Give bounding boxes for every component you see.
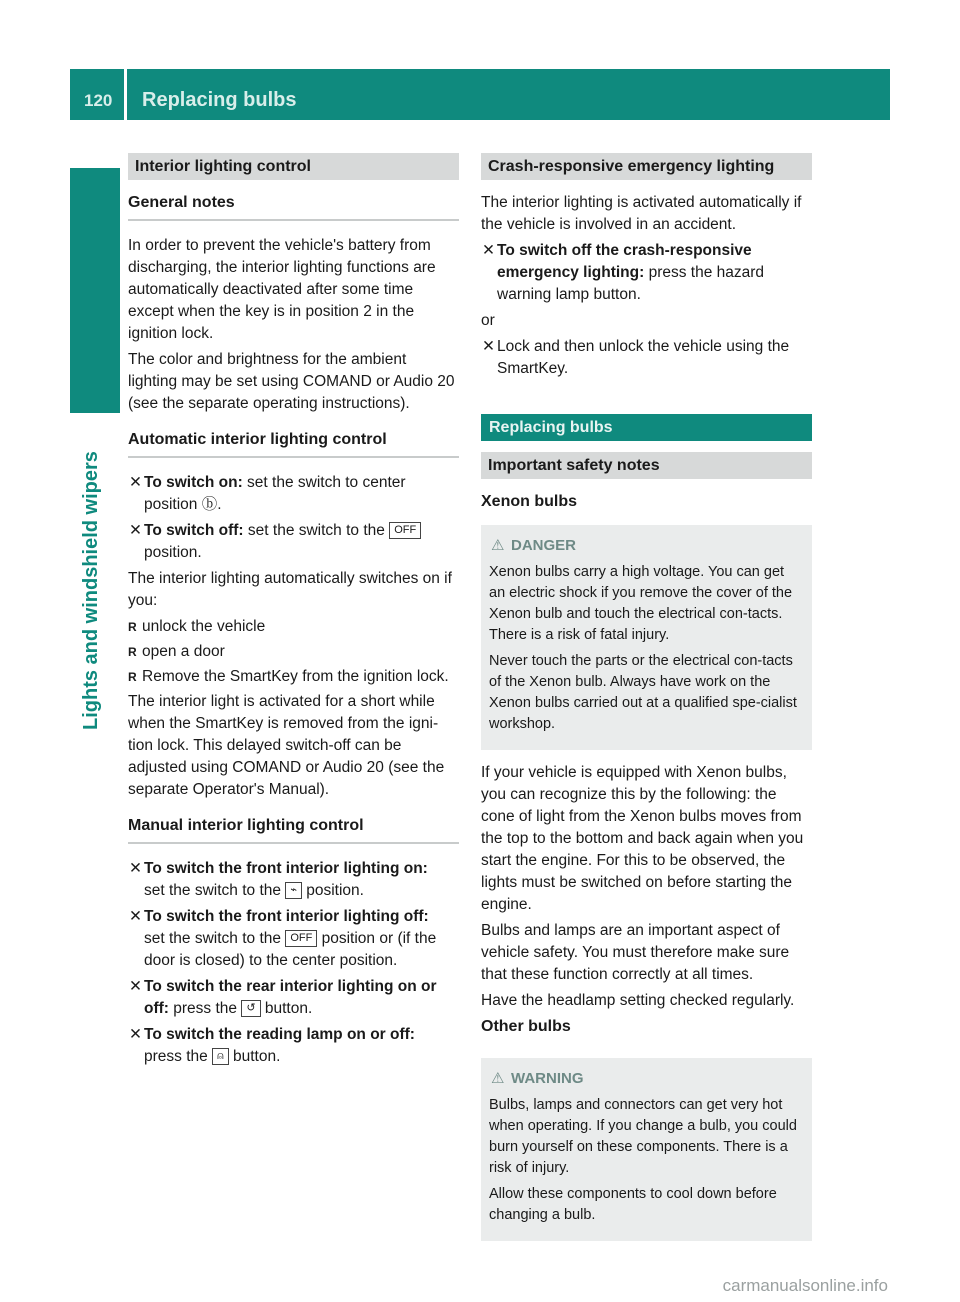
step-switch-off: ✕ To switch off: set the switch to the OFF position. [128,520,459,564]
step-crash-off: ✕ To switch off the crash-responsive emergency lighting: press the hazard warning lamp button. [482,242,765,303]
heading-general-notes: General notes [128,192,459,221]
step-rear-light: ✕ To switch the rear interior lighting on or off: press the ↺ button. [129,978,437,1017]
danger-title: ⚠ DANGER [491,537,577,554]
paragraph: Have the headlamp setting checked regularly. [481,992,795,1009]
paragraph: The interior lighting automatically switches on if you: [128,570,452,609]
step-marker-icon: ✕ [482,338,495,355]
notice-paragraph: Bulbs, lamps and connectors can get very hot when operating. If you change a bulb, you could burn yourself on these components. There is a risk of injury. [489,1097,797,1176]
notice-paragraph: Never touch the parts or the electrical con-tacts of the Xenon bulb. Always have work on the Xenon bulbs carried out at a qualified spe-cialist workshop. [489,653,797,732]
reading-lamp-icon: ⍝ [212,1048,229,1065]
list-item: R Remove the SmartKey from the ignition lock. [128,666,459,688]
right-column [481,153,812,1253]
step-lock-unlock: ✕ Lock and then unlock the vehicle using the SmartKey. [482,338,790,377]
step-front-on: ✕ To switch the front interior lighting on: set the switch to the ⌁ position. [129,860,428,899]
paragraph-or: or [481,312,495,329]
watermark: carmanualsonline.info [722,1276,888,1295]
warning-notice [481,1058,812,1241]
off-switch-icon: OFF [389,522,421,539]
heading-manual-control: Manual interior lighting control [128,815,459,844]
paragraph: Bulbs and lamps are an important aspect of vehicle safety. You must therefore make sure that these function correctly at all times. [481,922,790,983]
page-title: Replacing bulbs [142,89,297,111]
chapter-label: Lights and windshield wipers [80,451,102,730]
page-number: 120 [84,91,113,110]
left-column [128,153,459,1072]
paragraph: In order to prevent the vehicle's battery from discharging, the interior lighting functions are automatically deactivated after some time except when the key is in position 2 in the ignition lock. [128,237,436,342]
bullet-icon: R [128,670,137,684]
step-marker-icon: ✕ [129,908,142,925]
step-reading-lamp: ✕ To switch the reading lamp on or off: press the ⍝ button. [129,1026,415,1065]
notice-paragraph: Xenon bulbs carry a high voltage. You can get an electric shock if you remove the cover of the Xenon bulb and touch the electrical con-tacts. There is a risk of fatal injury. [489,564,793,643]
step-marker-icon: ✕ [129,522,142,539]
header-divider [124,69,127,120]
section-heading-crash-lighting: Crash-responsive emergency lighting [481,153,812,180]
paragraph: The color and brightness for the ambient lighting may be set using COMAND or Audio 20 (see the separate operating instructions). [128,351,455,412]
section-heading-safety-notes: Important safety notes [481,452,812,479]
bullet-icon: R [128,645,137,659]
paragraph: The interior lighting is activated automatically if the vehicle is involved in an accident. [481,194,802,233]
step-switch-on: ✕ To switch on: set the switch to center position ⓑ. [129,474,406,513]
step-marker-icon: ✕ [482,242,495,259]
list-item: R open a door [128,641,459,663]
off-switch-icon: OFF [285,930,317,947]
section-heading-interior-lighting: Interior lighting control [128,153,459,180]
step-marker-icon: ✕ [129,1026,142,1043]
heading-other-bulbs: Other bulbs [481,1018,571,1035]
section-heading-replacing-bulbs: Replacing bulbs [481,414,812,441]
notice-paragraph: Allow these components to cool down before changing a bulb. [489,1186,777,1223]
bullet-icon: R [128,620,137,634]
step-front-off: ✕ To switch the front interior lighting off: set the switch to the OFF position or (if the door is closed) to the center position. [129,908,437,969]
step-marker-icon: ✕ [129,978,142,995]
step-marker-icon: ✕ [129,474,142,491]
paragraph: If your vehicle is equipped with Xenon bulbs, you can recognize this by the following: the cone of light from the Xenon bulbs moves from the top to the bottom and back again when you start the engine. For this to be observed, the lights must be switched on before starting the engine. [481,764,804,913]
rear-light-icon: ↺ [241,1000,260,1017]
list-item: R unlock the vehicle [128,616,459,638]
danger-notice [481,525,812,750]
warning-triangle-icon: ⚠ [491,1070,505,1087]
warning-triangle-icon: ⚠ [491,537,505,554]
heading-xenon-bulbs: Xenon bulbs [481,493,577,510]
door-contact-icon: ⌁ [285,882,302,899]
chapter-tab [70,168,120,413]
heading-automatic-control: Automatic interior lighting control [128,429,459,458]
paragraph: The interior light is activated for a short while when the SmartKey is removed from the igni-tion lock. This delayed switch-off can be adjusted using COMAND or Audio 20 (see the separate Operator's Manual). [128,693,445,798]
warning-title: ⚠ WARNING [491,1070,584,1087]
step-marker-icon: ✕ [129,860,142,877]
